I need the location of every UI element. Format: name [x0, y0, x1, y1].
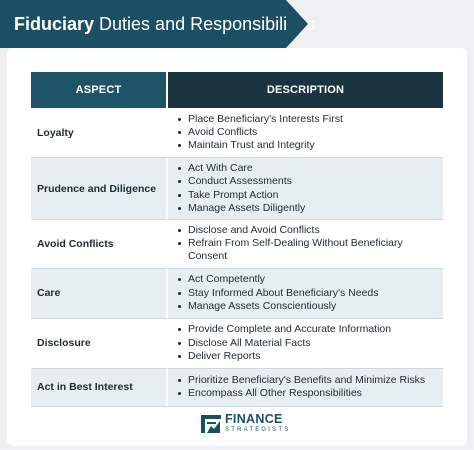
description-list — [178, 224, 443, 264]
logo-wordmark — [225, 413, 290, 434]
list-item: Take Prompt Action — [178, 189, 443, 202]
list-item: Manage Assets Conscientiously — [178, 300, 443, 313]
logo-mark-icon — [200, 412, 222, 434]
logo-name: FINANCE — [225, 411, 283, 426]
list-item: Act With Care — [178, 162, 443, 175]
page-title-rest: Duties and Responsibilities — [94, 13, 316, 34]
column-header-description: DESCRIPTION — [168, 72, 443, 108]
page-title — [0, 14, 315, 35]
column-header-aspect: ASPECT — [31, 72, 168, 108]
list-item: Place Beneficiary's Interests First — [178, 113, 443, 126]
list-item: Disclose All Material Facts — [178, 337, 443, 350]
list-item: Refrain From Self-Dealing Without Beneficiary Consent — [178, 237, 443, 263]
aspect-cell: Act in Best Interest — [31, 369, 168, 407]
description-list — [178, 162, 443, 215]
table-row — [31, 369, 443, 407]
list-item: Deliver Reports — [178, 350, 443, 363]
list-item: Stay Informed About Beneficiary's Needs — [178, 287, 443, 300]
list-item: Maintain Trust and Integrity — [178, 139, 443, 152]
table-row — [31, 319, 443, 369]
duties-table — [31, 72, 443, 407]
logo-tagline: STRATEGISTS — [225, 426, 291, 433]
title-banner — [0, 0, 316, 48]
description-list — [178, 273, 443, 313]
description-cell — [168, 158, 443, 220]
description-list — [178, 323, 443, 363]
table-row — [31, 158, 443, 220]
description-list — [178, 374, 443, 400]
list-item: Conduct Assessments — [178, 175, 443, 188]
list-item: Encompass All Other Responsibilities — [178, 387, 443, 400]
list-item: Prioritize Beneficiary's Benefits and Minimize Risks — [178, 374, 443, 387]
description-cell — [168, 369, 443, 407]
description-cell — [168, 269, 443, 319]
description-cell — [168, 319, 443, 369]
aspect-cell: Avoid Conflicts — [31, 220, 168, 269]
list-item: Manage Assets Diligently — [178, 202, 443, 215]
list-item: Avoid Conflicts — [178, 126, 443, 139]
table-row — [31, 269, 443, 319]
page-title-bold: Fiduciary — [14, 13, 95, 34]
list-item: Disclose and Avoid Conflicts — [178, 224, 443, 237]
description-cell — [168, 108, 443, 158]
finance-strategists-logo — [200, 410, 290, 436]
list-item: Act Competently — [178, 273, 443, 286]
table-header-row — [31, 72, 443, 108]
table-row — [31, 220, 443, 269]
aspect-cell: Loyalty — [31, 108, 168, 158]
aspect-cell: Disclosure — [31, 319, 168, 369]
description-list — [178, 113, 443, 153]
description-cell — [168, 220, 443, 269]
table-row — [31, 108, 443, 158]
aspect-cell: Prudence and Diligence — [31, 158, 168, 220]
list-item: Provide Complete and Accurate Information — [178, 323, 443, 336]
aspect-cell: Care — [31, 269, 168, 319]
